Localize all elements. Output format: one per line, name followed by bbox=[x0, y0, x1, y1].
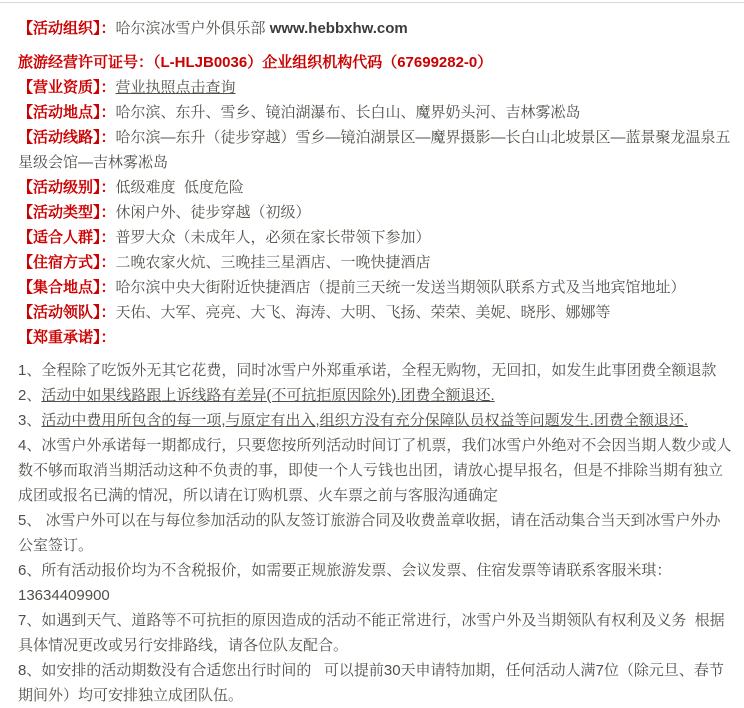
promise-item-4 bbox=[18, 433, 734, 508]
promise-item-8-text: 如安排的活动期数没有合适您出行时间的 可以提前30天申请特加期，任何活动人满7位（除元旦、春节期间外）均可安排独立成团队伍。 bbox=[18, 662, 724, 704]
organizer-value: 哈尔滨冰雪户外俱乐部 bbox=[115, 20, 270, 37]
info-row-type bbox=[18, 200, 734, 225]
promise-item-7-number: 7、 bbox=[18, 612, 42, 629]
route-value: 哈尔滨—东升（徒步穿越）雪乡—镜泊湖景区—魔界摄影—长白山北坡景区—蓝景聚龙温泉五星级会馆—吉林雾凇岛 bbox=[18, 129, 731, 171]
info-row-level bbox=[18, 175, 734, 200]
lodging-value: 二晚农家火炕、三晚挂三星酒店、一晚快捷酒店 bbox=[115, 254, 431, 271]
promise-item-8 bbox=[18, 658, 734, 708]
promise-item-5-text: 冰雪户外可以在与每位参加活动的队友签订旅游合同及收费盖章收据，请在活动集合当天到冰雪户外办公室签订。 bbox=[18, 512, 721, 554]
promise-list bbox=[18, 358, 734, 708]
license-line: 旅游经营许可证号：（L-HLJB0036）企业组织机构代码（67699282-0） bbox=[18, 54, 493, 71]
meeting-point-label: 【集合地点】： bbox=[18, 279, 116, 296]
promise-item-3-text: 活动中费用所包含的每一项,与原定有出入,组织方没有充分保障队员权益等问题发生.团费全额退还. bbox=[41, 412, 689, 429]
info-row-qualification bbox=[18, 75, 734, 100]
info-row-locations bbox=[18, 100, 734, 125]
route-label: 【活动线路】： bbox=[18, 129, 116, 146]
website-text: www.hebbxhw.com bbox=[269, 20, 408, 37]
locations-label: 【活动地点】： bbox=[18, 104, 116, 121]
meeting-point-value: 哈尔滨中央大街附近快捷酒店（提前三天统一发送当期领队联系方式及当地宾馆地址） bbox=[115, 279, 686, 296]
promise-item-2-number: 2、 bbox=[18, 387, 42, 404]
promise-item-1 bbox=[18, 358, 734, 383]
promise-item-6-number: 6、 bbox=[18, 562, 42, 579]
audience-label: 【适合人群】： bbox=[18, 229, 116, 246]
business-license-link[interactable]: 营业执照点击查询 bbox=[115, 79, 236, 96]
promise-item-7-text: 如遇到天气、道路等不可抗拒的原因造成的活动不能正常进行，冰雪户外及当期领队有权利及义务 根据具体情况更改或另行安排路线，请各位队友配合。 bbox=[18, 612, 725, 654]
promise-item-4-text: 冰雪户外承诺每一期都成行，只要您按所列活动时间订了机票，我们冰雪户外绝对不会因当期人数少或人数不够而取消当期活动这种不负责的事，即使一个人亏钱也出团，请放心提早报名，但是不排除当期有独立成团或报名已满的情况，所以请在订购机票、火车票之前与客服沟通确定 bbox=[18, 437, 732, 504]
info-row-organizer bbox=[18, 16, 734, 41]
info-row-route bbox=[18, 125, 734, 175]
promise-item-4-number: 4、 bbox=[18, 437, 42, 454]
type-label: 【活动类型】： bbox=[18, 204, 116, 221]
leaders-value: 天佑、大军、亮亮、大飞、海涛、大明、飞扬、荣荣、美妮、晓彤、娜娜等 bbox=[115, 304, 611, 321]
info-row-lodging bbox=[18, 250, 734, 275]
qualification-label: 【营业资质】： bbox=[18, 79, 116, 96]
promise-item-3-number: 3、 bbox=[18, 412, 42, 429]
promise-item-8-number: 8、 bbox=[18, 662, 42, 679]
promise-item-1-text: 全程除了吃饭外无其它花费，同时冰雪户外郑重承诺，全程无购物，无回扣，如发生此事团费全额退款 bbox=[41, 362, 717, 379]
promise-item-7 bbox=[18, 608, 734, 658]
info-row-promise-heading bbox=[18, 325, 734, 350]
info-row-audience bbox=[18, 225, 734, 250]
promise-item-2 bbox=[18, 383, 734, 408]
promise-item-5 bbox=[18, 508, 734, 558]
level-label: 【活动级别】： bbox=[18, 179, 116, 196]
promise-item-1-number: 1、 bbox=[18, 362, 42, 379]
promise-item-6-text: 所有活动报价均为不含税报价，如需要正规旅游发票、会议发票、住宿发票等请联系客服米琪：13634409900 bbox=[18, 562, 672, 604]
organizer-label: 【活动组织】： bbox=[18, 20, 116, 37]
info-row-leaders bbox=[18, 300, 734, 325]
activity-notice-document bbox=[0, 3, 744, 708]
info-row-meeting-point bbox=[18, 275, 734, 300]
promise-item-2-text: 活动中如果线路跟上诉线路有差异(不可抗拒原因除外).团费全额退还. bbox=[41, 387, 495, 404]
promise-heading-label: 【郑重承诺】： bbox=[18, 329, 116, 346]
lodging-label: 【住宿方式】： bbox=[18, 254, 116, 271]
promise-item-5-number: 5、 bbox=[18, 512, 42, 529]
leaders-label: 【活动领队】： bbox=[18, 304, 116, 321]
audience-value: 普罗大众（未成年人，必须在家长带领下参加） bbox=[115, 229, 431, 246]
locations-value: 哈尔滨、东升、雪乡、镜泊湖瀑布、长白山、魔界奶头河、吉林雾凇岛 bbox=[115, 104, 581, 121]
level-value: 低级难度 低度危险 bbox=[115, 179, 244, 196]
promise-item-3 bbox=[18, 408, 734, 433]
type-value: 休闲户外、徒步穿越（初级） bbox=[115, 204, 311, 221]
promise-item-6 bbox=[18, 558, 734, 608]
